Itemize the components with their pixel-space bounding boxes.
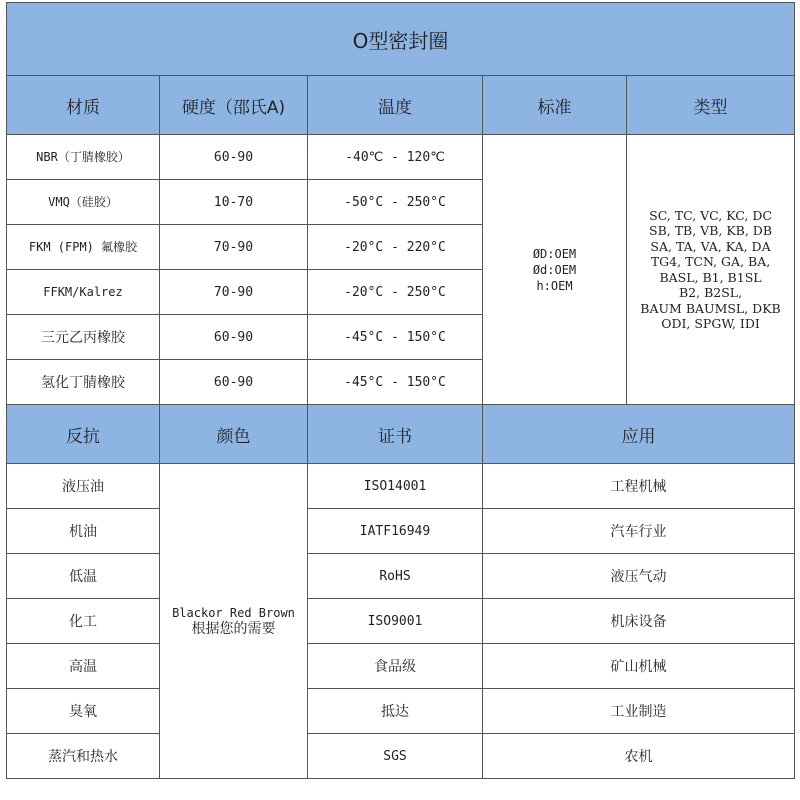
table-title: O型密封圈 <box>7 3 795 76</box>
types-line: SB, TB, VB, KB, DB <box>649 223 773 238</box>
standard-cell <box>483 135 627 405</box>
header-standard: 标准 <box>483 76 627 135</box>
resistance-item: 蒸汽和热水 <box>7 734 160 779</box>
header-resistance: 反抗 <box>7 405 160 464</box>
resistance-item: 化工 <box>7 599 160 644</box>
resistance-item: 臭氧 <box>7 689 160 734</box>
application-item: 液压气动 <box>483 554 795 599</box>
table-row <box>7 135 795 180</box>
material-name: 三元乙丙橡胶 <box>7 315 160 360</box>
table-row <box>7 689 795 734</box>
certificate-item: ISO9001 <box>308 599 483 644</box>
application-item: 工业制造 <box>483 689 795 734</box>
table-row <box>7 509 795 554</box>
color-line: 根据您的需要 <box>191 621 276 637</box>
material-name: FKM (FPM) 氟橡胶 <box>7 225 160 270</box>
standard-line: Ød:OEM <box>532 262 577 277</box>
types-line: BAUM BAUMSL, DKB <box>640 300 781 316</box>
header-material: 材质 <box>7 76 160 135</box>
certificate-item: IATF16949 <box>308 509 483 554</box>
resistance-item: 机油 <box>7 509 160 554</box>
header-type: 类型 <box>627 76 795 135</box>
header-application: 应用 <box>483 405 795 464</box>
types-line: BASL, B1, B1SL <box>659 269 762 285</box>
application-item: 矿山机械 <box>483 644 795 689</box>
resistance-item: 高温 <box>7 644 160 689</box>
material-temperature: -50°C - 250°C <box>308 180 483 225</box>
material-hardness: 60-90 <box>160 135 308 180</box>
types-cell <box>627 135 795 405</box>
types-line: SC, TC, VC, KC, DC <box>649 207 772 223</box>
color-line: Blackor Red Brown <box>172 606 295 620</box>
standard-line: h:OEM <box>536 278 573 293</box>
types-line: ODI, SPGW, IDI <box>661 316 760 331</box>
material-hardness: 70-90 <box>160 270 308 315</box>
types-line: B2, B2SL, <box>678 285 743 300</box>
header-temperature: 温度 <box>308 76 483 135</box>
material-temperature: -20°C - 220°C <box>308 225 483 270</box>
material-hardness: 10-70 <box>160 180 308 225</box>
table-row <box>7 734 795 779</box>
material-temperature: -45°C - 150°C <box>308 315 483 360</box>
types-line: SA, TA, VA, KA, DA <box>650 238 771 254</box>
certificate-item: SGS <box>308 734 483 779</box>
certificate-item: 食品级 <box>308 644 483 689</box>
certificate-item: RoHS <box>308 554 483 599</box>
header-hardness: 硬度（邵氏A) <box>160 76 308 135</box>
material-hardness: 70-90 <box>160 225 308 270</box>
types-line: TG4, TCN, GA, BA, <box>650 254 771 269</box>
material-name: FFKM/Kalrez <box>7 270 160 315</box>
certificate-item: 抵达 <box>308 689 483 734</box>
application-item: 工程机械 <box>483 464 795 509</box>
material-temperature: -20°C - 250°C <box>308 270 483 315</box>
certificate-item: ISO14001 <box>308 464 483 509</box>
material-hardness: 60-90 <box>160 360 308 405</box>
o-ring-spec-table <box>6 2 795 779</box>
table-row <box>7 599 795 644</box>
standard-line: ØD:OEM <box>532 246 577 261</box>
spec-table-wrapper <box>6 2 794 779</box>
color-cell <box>160 464 308 779</box>
material-temperature: -45°C - 150°C <box>308 360 483 405</box>
material-name: VMQ（硅胶） <box>7 180 160 225</box>
material-temperature: -40℃ - 120℃ <box>308 135 483 180</box>
material-hardness: 60-90 <box>160 315 308 360</box>
resistance-item: 液压油 <box>7 464 160 509</box>
table-row <box>7 464 795 509</box>
material-name: 氢化丁腈橡胶 <box>7 360 160 405</box>
material-name: NBR（丁腈橡胶） <box>7 135 160 180</box>
header-color: 颜色 <box>160 405 308 464</box>
header-certificate: 证书 <box>308 405 483 464</box>
application-item: 汽车行业 <box>483 509 795 554</box>
resistance-item: 低温 <box>7 554 160 599</box>
application-item: 机床设备 <box>483 599 795 644</box>
table-row <box>7 644 795 689</box>
application-item: 农机 <box>483 734 795 779</box>
table-row <box>7 554 795 599</box>
